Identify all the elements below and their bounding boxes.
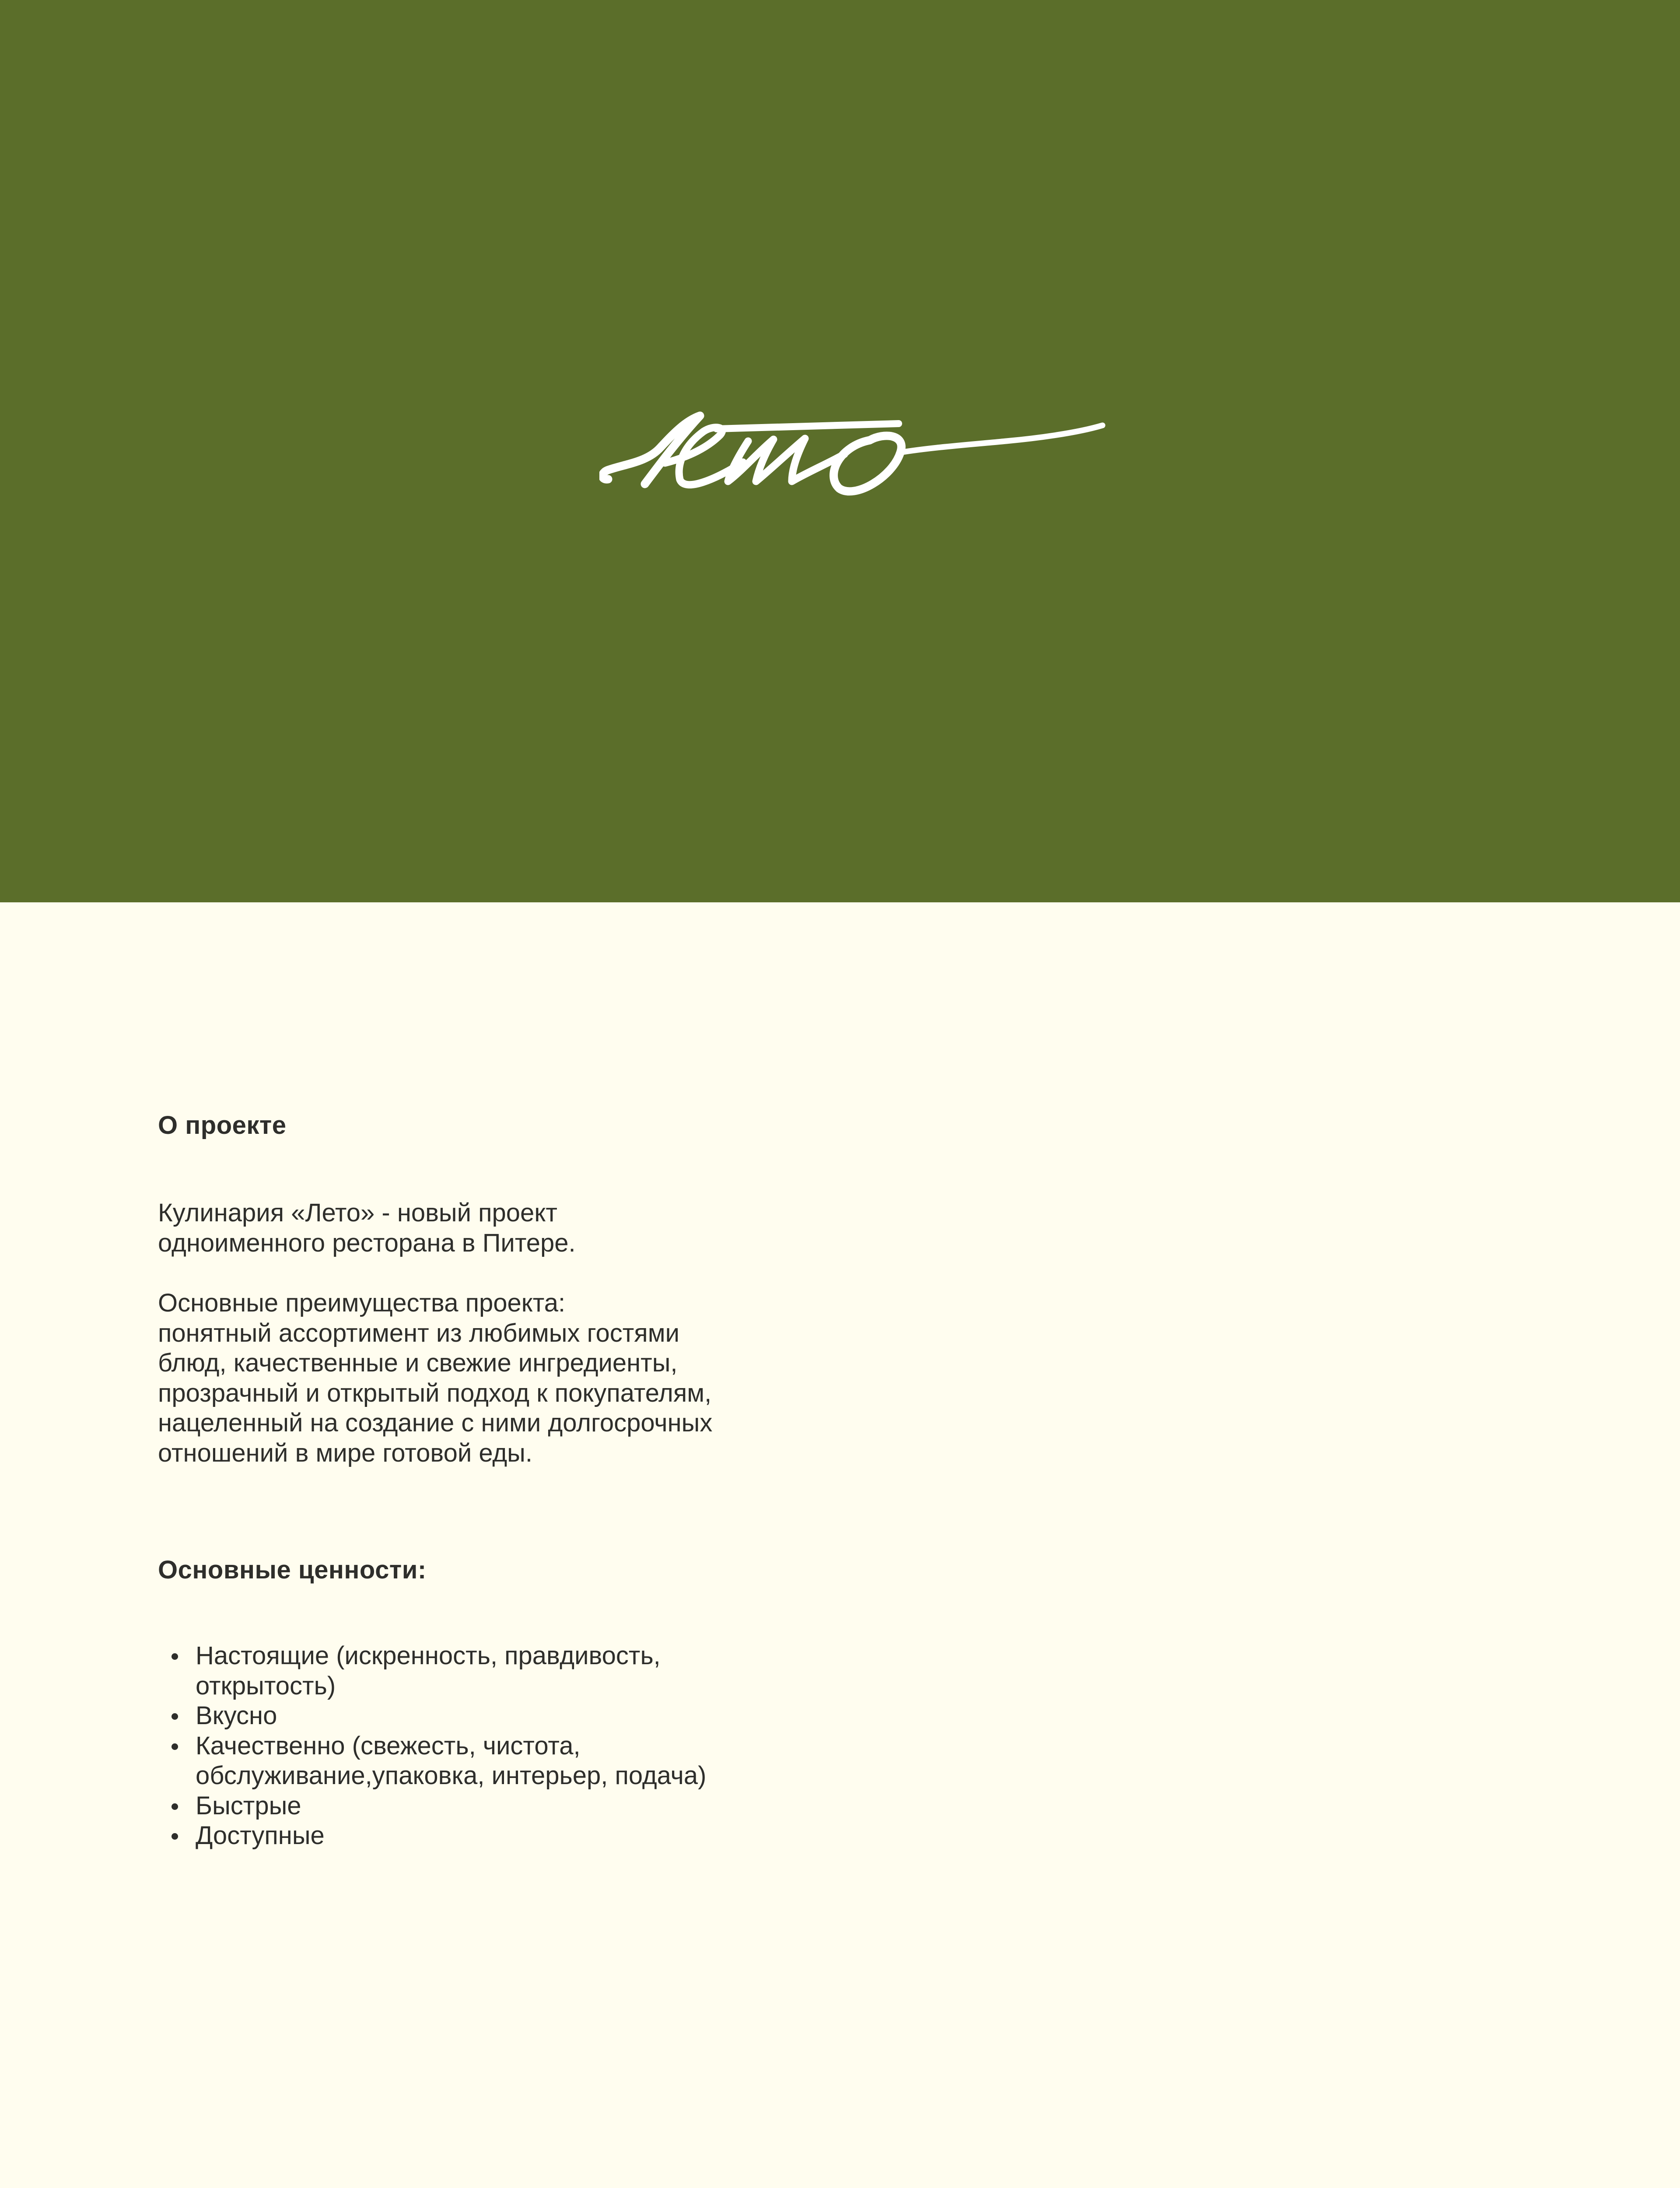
list-item: Вкусно [196, 1701, 939, 1731]
list-item: Настоящие (искренность, правдивость, открытость) [196, 1641, 939, 1701]
list-item: Качественно (свежесть, чистота, обслуживание,упаковка, интерьер, подача) [196, 1731, 939, 1791]
about-intro-paragraph: Кулинария «Лето» - новый проект одноименного ресторана в Питере. [158, 1199, 576, 1257]
list-item: Доступные [196, 1821, 939, 1851]
values-heading: Основные ценности: [158, 1556, 427, 1584]
list-item: Быстрые [196, 1791, 939, 1821]
about-advantages-paragraph: Основные преимущества проекта: понятный ассортимент из любимых гостями блюд, качественные и свежие ингредиенты, прозрачный и открытый подход к покупателям, нацеленный на создание с ними долгосрочных отношений в мире готовой еды. [158, 1289, 713, 1467]
values-list [158, 1641, 939, 1851]
content-area [0, 902, 1680, 2188]
about-heading: О проекте [158, 1111, 287, 1140]
leto-script-logo [599, 398, 1107, 499]
hero-banner [0, 0, 1680, 902]
